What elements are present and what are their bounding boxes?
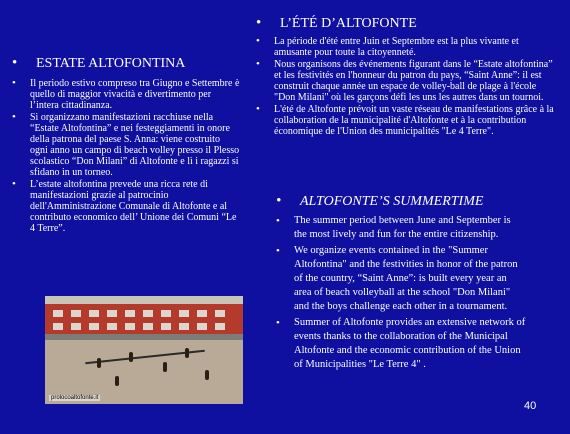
french-list (256, 36, 556, 137)
english-item: • We organize events contained in the "Summer Altofontina" and the festivities in honor of the patron of the country, “Saint Anne”: is built every year an area of beach volleyball at the school "Don Milani" and the boys challenge each other in a tournament. (276, 244, 526, 314)
photo-caption: prolocoaltofonte.it (51, 395, 99, 401)
english-title: • ALTOFONTE’S SUMMERTIME (276, 194, 526, 210)
italian-list (12, 78, 240, 234)
page-number: 40 (524, 400, 537, 412)
english-list (276, 214, 526, 372)
italian-item: • Si organizzano manifestazioni racchiuse nella “Estate Altofontina” e nei festeggiamenti in onore della patrona del paese S. Anna: viene costruito ogni anno un campo di beach volley presso il Plesso scolastico “Don Milani” di Altofonte e lì i ragazzi si sfidano in un torneo. (12, 112, 240, 178)
english-item: • The summer period between June and September is the most lively and fun for the entire citizenship. (276, 214, 526, 242)
italian-title: • ESTATE ALTOFONTINA (12, 56, 240, 72)
english-item: • Summer of Altofonte provides an extensive network of events thanks to the collaboration of the Municipal Altofonte and the economic contribution of the Union of Municipalities "Le Terre 4" . (276, 316, 526, 372)
french-title: • L’ÉTÉ D’ALTOFONTE (256, 16, 556, 32)
english-section (276, 194, 526, 374)
french-item: • La période d'été entre Juin et Septembre est la plus vivante et amusante pour toute la citoyenneté. (256, 36, 556, 58)
french-item: • Nous organisons des événements figurant dans le “Estate altofontina” et les festivités en l'honneur du patron du pays, “Saint Anne”: il est construit chaque année un espace de volley-ball de plage à l'école "Don Milani" où les garçons défi les uns les autres dans un tournoi. (256, 59, 556, 103)
italian-item: • L’estate altofontina prevede una ricca rete di manifestazioni grazie al patrocinio dell'Amministrazione Comunale di Altofonte e al contributo economico dell’ Unione dei Comuni “Le 4 Terre”. (12, 179, 240, 234)
italian-section (12, 56, 240, 235)
italian-item: • Il periodo estivo compreso tra Giugno e Settembre è quello di maggior vivacità e divertimento per l’intera cittadinanza. (12, 78, 240, 111)
french-item: • L'été de Altofonte prévoit un vaste réseau de manifestations grâce à la collaboration de la municipalité d'Altofonte et à la contribution économique de l'Union des municipalités "Le 4 Terre". (256, 104, 556, 137)
french-section (256, 16, 556, 138)
beach-volley-photo (45, 296, 243, 404)
